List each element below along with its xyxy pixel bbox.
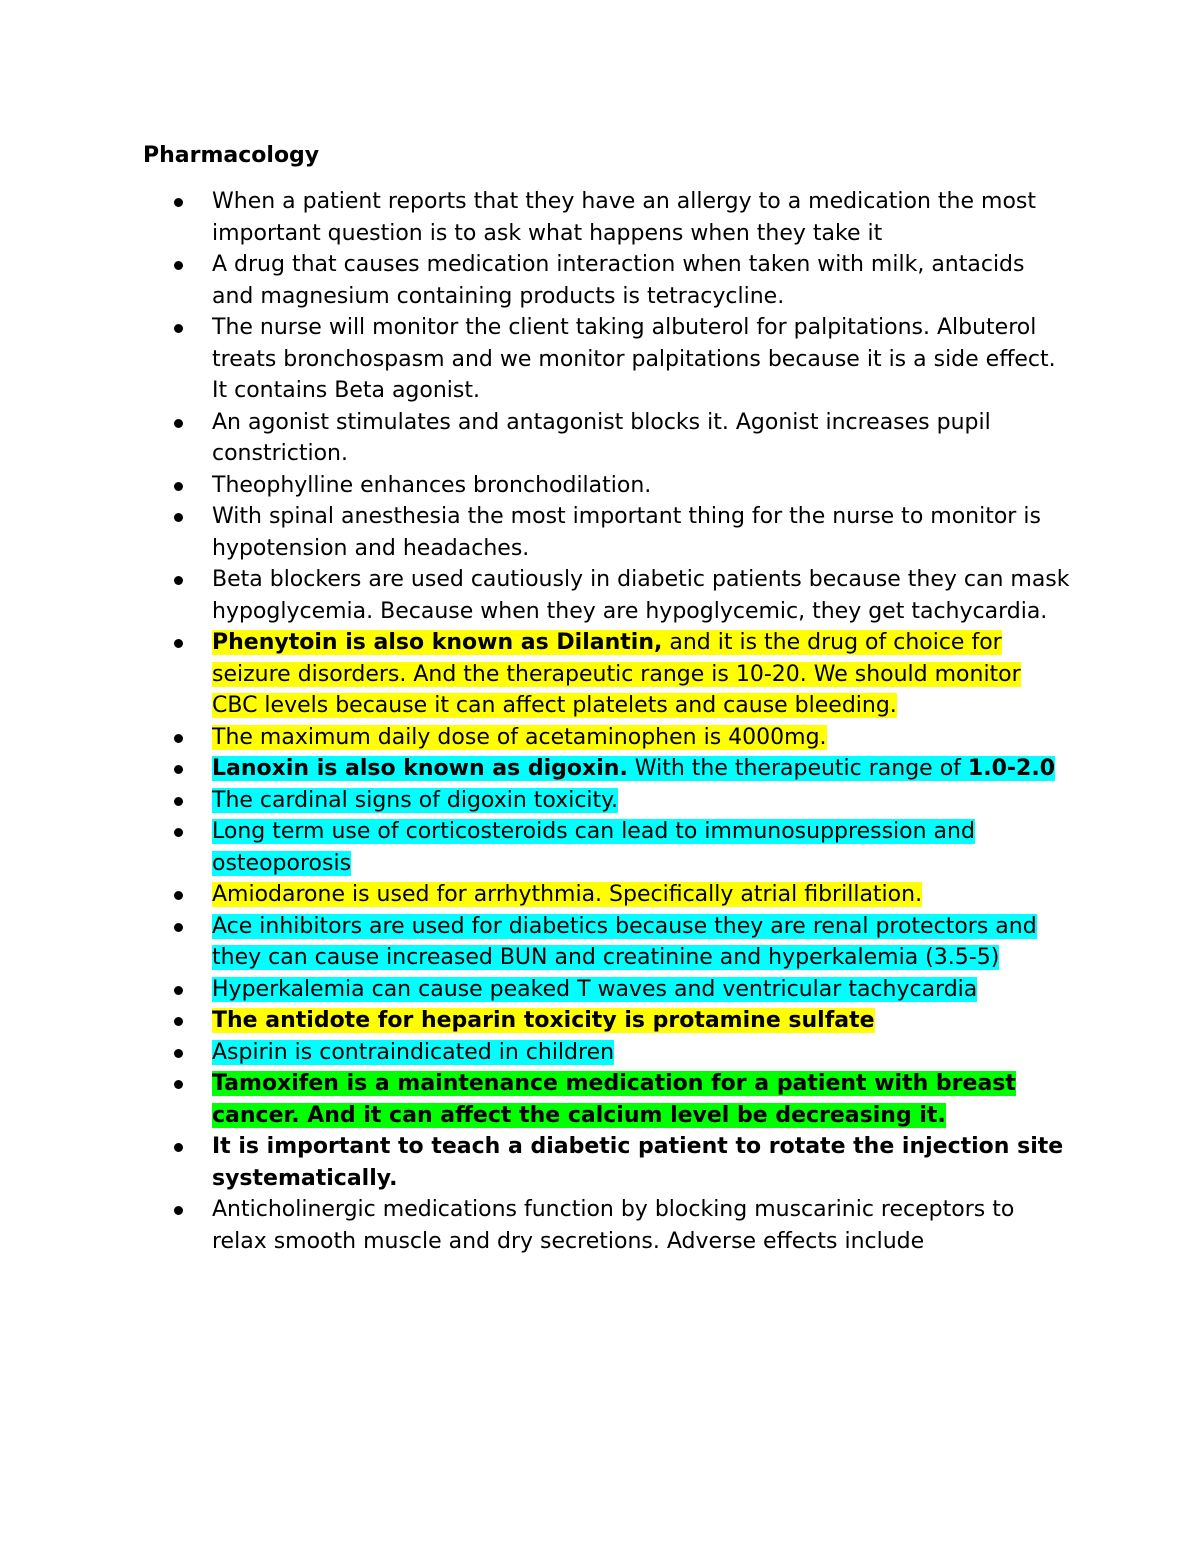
highlight-yellow: The maximum daily dose of acetaminophen is 4000mg. [212,724,827,750]
bullet-item-highlighted [0,785,1200,817]
bullet-icon [174,891,183,900]
bullet-text: The nurse will monitor the client taking albuterol for palpitations. Albuterol treats bronchospasm and we monitor palpitations because it is a side effect. It contains Beta agonist. [212,315,1056,403]
bullet-text: When a patient reports that they have an allergy to a medication the most important question is to ask what happens when they take it [212,189,1037,246]
highlight-green: Tamoxifen is a maintenance medication for a patient with breast cancer. And it can affect the calcium level be decreasing it. [212,1071,1016,1128]
highlight-cyan: Lanoxin is also known as digoxin. With the therapeutic range of 1.0-2.0 [212,756,1055,781]
bullet-text: An agonist stimulates and antagonist blocks it. Agonist increases pupil constriction. [212,409,991,466]
highlight-yellow: The antidote for heparin toxicity is protamine sulfate [212,1008,875,1033]
bullet-icon [174,797,183,806]
bullet-text [212,627,1070,722]
highlight-cyan: Ace inhibitors are used for diabetics because they are renal protectors and they can cause increased BUN and creatinine and hyperkalemia (3.5-5) [212,913,1037,970]
bullet-item-highlighted [0,753,1200,785]
highlight-cyan: Hyperkalemia can cause peaked T waves and ventricular tachycardia [212,976,978,1002]
bullet-text [212,879,1070,911]
bullet-icon [174,261,183,270]
bullet-text: Beta blockers are used cautiously in diabetic patients because they can mask hypoglycemia. Because when they are hypoglycemic, they get tachycardia. [212,567,1070,624]
highlight-cyan: Long term use of corticosteroids can lead to immunosuppression and osteoporosis [212,819,975,876]
bullet-item-highlighted [0,911,1200,974]
bullet-text [212,816,1070,879]
bullet-item-highlighted [0,816,1200,879]
bullet-text [212,911,1070,974]
bullet-item-highlighted [0,879,1200,911]
bullet-text [212,1005,1070,1037]
document-title: Pharmacology [143,143,320,168]
bullet-list [0,186,1200,1257]
bullet-icon [174,1206,183,1215]
bullet-text: With spinal anesthesia the most important thing for the nurse to monitor is hypotension and headaches. [212,504,1041,561]
bullet-icon [174,1017,183,1026]
bullet-item [0,407,1200,470]
bullet-icon [174,986,183,995]
bullet-icon [174,324,183,333]
bullet-icon [174,419,183,428]
bullet-item-highlighted [0,1005,1200,1037]
bullet-item [0,564,1200,627]
bullet-item [0,501,1200,564]
bullet-text: A drug that causes medication interaction when taken with milk, antacids and magnesium containing products is tetracycline. [212,252,1025,309]
bullet-icon [174,576,183,585]
bullet-item-highlighted [0,1068,1200,1131]
bullet-item [0,470,1200,502]
bullet-icon [174,639,183,648]
bullet-icon [174,923,183,932]
bullet-item-highlighted [0,974,1200,1006]
bullet-item [0,186,1200,249]
bullet-icon [174,765,183,774]
bold-text: 1.0-2.0 [967,756,1055,781]
bullet-text [212,1068,1070,1131]
bullet-text: Anticholinergic medications function by blocking muscarinic receptors to relax smooth muscle and dry secretions. Adverse effects include [212,1197,1015,1254]
bullet-icon [174,1080,183,1089]
bullet-text: It is important to teach a diabetic patient to rotate the injection site systematically. [212,1134,1064,1191]
bullet-icon [174,198,183,207]
bullet-icon [174,1143,183,1152]
highlight-yellow: Amiodarone is used for arrhythmia. Specifically atrial fibrillation. [212,882,923,907]
bullet-item-highlighted [0,722,1200,754]
bullet-text [212,785,1070,817]
bullet-icon [174,1049,183,1058]
bullet-item [0,1194,1200,1257]
highlight-cyan: The cardinal signs of digoxin toxicity. [212,787,619,813]
bullet-item-highlighted [0,1037,1200,1069]
bullet-icon [174,513,183,522]
bullet-text [212,1037,1070,1069]
bullet-item [0,1131,1200,1194]
bullet-item-highlighted [0,627,1200,722]
bullet-text: Theophylline enhances bronchodilation. [212,472,652,498]
bullet-icon [174,828,183,837]
bold-text: Lanoxin is also known as digoxin. [212,756,628,781]
bullet-text [212,753,1070,785]
highlight-cyan: Aspirin is contraindicated in children [212,1039,615,1065]
bullet-item [0,249,1200,312]
bullet-item [0,312,1200,407]
bullet-icon [174,734,183,743]
highlight-yellow: Phenytoin is also known as Dilantin, and it is the drug of choice for seizure disorders. And the therapeutic range is 10-20. We should monitor CBC levels because it can affect platelets and cause bleeding. [212,630,1021,718]
bullet-icon [174,482,183,491]
bold-text: Phenytoin is also known as Dilantin, [212,630,663,655]
bullet-text [212,974,1070,1006]
bullet-text [212,722,1070,754]
